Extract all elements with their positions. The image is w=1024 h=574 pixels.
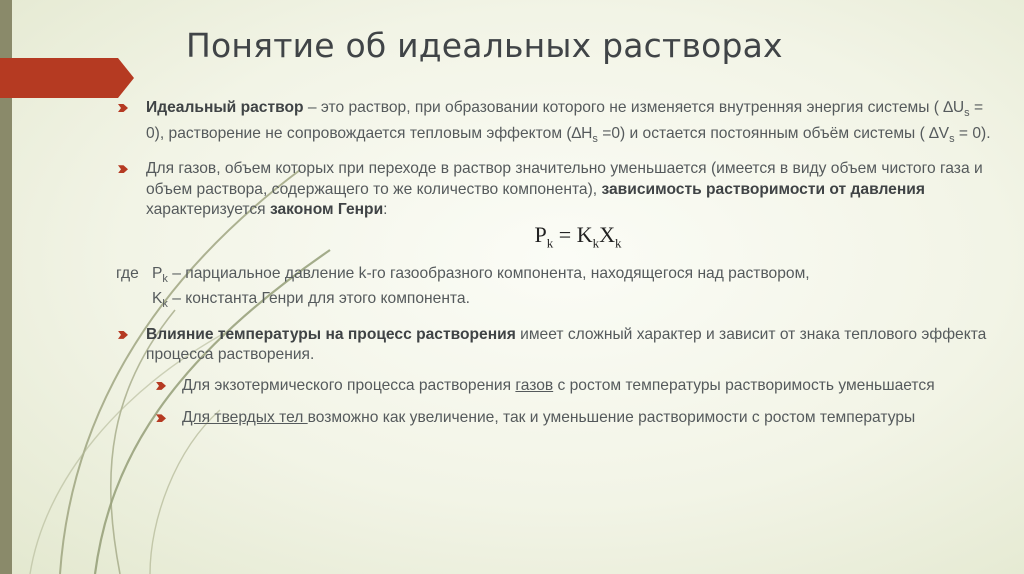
arrow-bullet-icon: [156, 414, 166, 422]
sub-bullet-exothermic: [118, 376, 998, 397]
bullet-ideal-solution: [118, 98, 998, 149]
title-arrow-tab: [0, 58, 134, 98]
term-ideal-solution: Идеальный раствор: [146, 99, 304, 116]
text: возможно как увеличение, так и уменьшение растворимости с ростом температуры: [307, 409, 916, 427]
subscript: k: [614, 235, 622, 251]
text: – парциальное давление k-го газообразного компонента, находящегося над раствором,: [167, 264, 810, 282]
subscript: k: [592, 235, 600, 251]
text: с ростом температуры растворимость уменьшается: [553, 376, 935, 394]
legend-line-pressure: [152, 264, 998, 290]
text: – это раствор, при образовании которого не изменяется внутренняя энергия системы ( ∆U: [303, 99, 965, 116]
subscript: k: [546, 235, 554, 251]
text: Для экзотермического процесса растворения: [182, 376, 516, 394]
text: характеризуется: [146, 201, 270, 219]
slide-title: Понятие об идеальных растворах: [186, 26, 783, 65]
sub-bullet-solids: [118, 408, 998, 429]
subscript: s: [592, 132, 598, 145]
slide-content: [118, 98, 998, 441]
text: имеет сложный характер и зависит от знака теплового эффекта процесса растворения.: [146, 325, 987, 364]
text: :: [383, 201, 388, 219]
underlined-solids: Для твердых тел: [182, 409, 308, 427]
text: – константа Генри для этого компонента.: [167, 290, 470, 308]
legend-label: где: [116, 264, 139, 282]
subscript: k: [162, 272, 168, 285]
term-henry-law: законом Генри: [269, 201, 384, 219]
formula-eq: = K: [553, 221, 593, 247]
underlined-gases: газов: [515, 376, 554, 394]
text: = 0).: [954, 124, 991, 142]
symbol-k: K: [152, 290, 163, 308]
formula-legend: [116, 264, 998, 315]
bullet-gases-henry-law: [118, 159, 998, 221]
subscript: k: [162, 298, 168, 311]
text: =0) и остается постоянным объём системы ( ∆V: [597, 124, 950, 142]
henry-law-formula: [118, 221, 998, 254]
legend-line-constant: [152, 289, 998, 315]
subscript: s: [964, 107, 970, 120]
text: = 0), растворение не сопровождается тепловым эффектом (∆H: [146, 99, 984, 142]
term-pressure-dependence: зависимость растворимости от давления: [601, 180, 925, 198]
arrow-bullet-icon: [118, 331, 128, 339]
text: Для газов, объем которых при переходе в раствор значительно уменьшается (имеется в виду объем чистого газа и объем раствора, содержащего то же количество компонента),: [146, 160, 983, 198]
arrow-bullet-icon: [156, 382, 166, 390]
formula-p: P: [534, 221, 547, 247]
subscript: s: [949, 132, 955, 145]
bullet-temperature-influence: [118, 325, 998, 366]
term-temperature-influence: Влияние температуры на процесс растворения: [146, 325, 516, 343]
formula-x: X: [599, 221, 615, 247]
arrow-bullet-icon: [118, 165, 128, 173]
arrow-bullet-icon: [118, 104, 128, 112]
symbol-p: P: [152, 264, 163, 282]
